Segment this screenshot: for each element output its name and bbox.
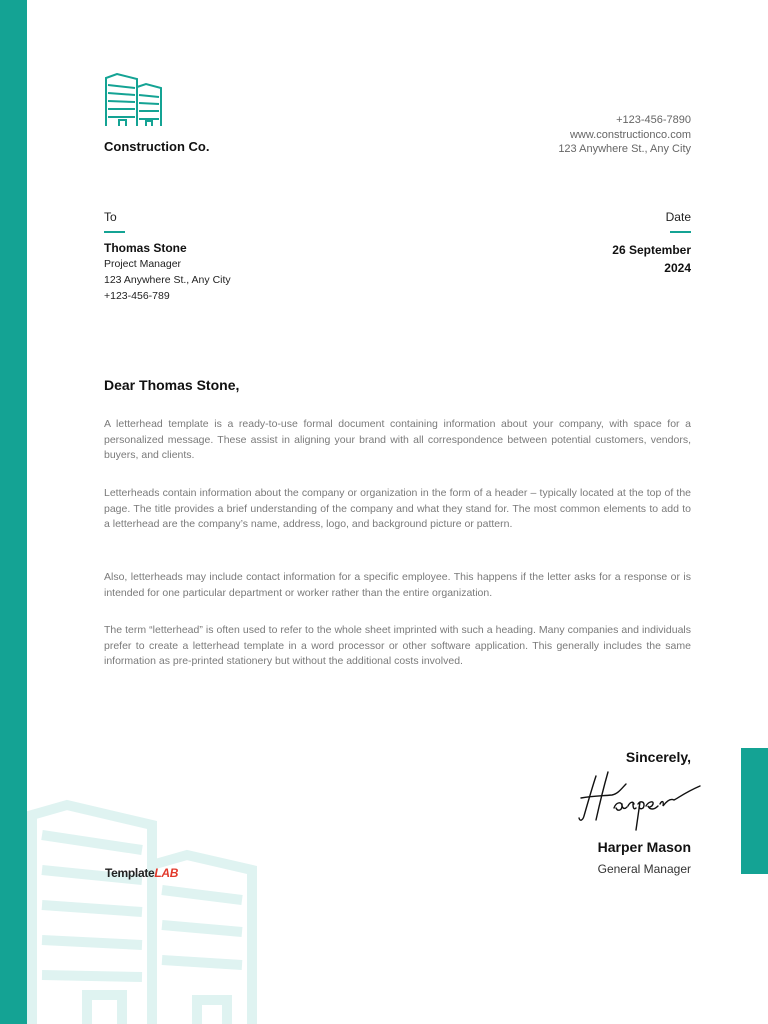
date-line-2: 2024 <box>664 261 691 275</box>
company-phone: +123-456-7890 <box>616 114 691 126</box>
company-address: 123 Anywhere St., Any City <box>558 143 691 155</box>
recipient-name: Thomas Stone <box>104 241 187 255</box>
body-paragraph-3: Also, letterheads may include contact information for a specific employee. This happens if the letter asks for a response or is intended for one particular department or worker rather than the entire organization. <box>104 571 691 599</box>
body-paragraph-2: Letterheads contain information about the company or organization in the form of a header – typically located at the top of the page. The title provides a brief understanding of the company and what they stand for. The most common elements to add to a letterhead are the company’s name, address, logo, and background picture or pattern. <box>104 487 691 531</box>
to-label: To <box>104 210 117 224</box>
templatelab-logo <box>105 866 178 880</box>
buildings-watermark-icon <box>27 795 267 1024</box>
recipient-address: 123 Anywhere St., Any City <box>104 274 231 286</box>
signer-title: General Manager <box>597 862 691 876</box>
recipient-phone: +123-456-789 <box>104 290 170 302</box>
date-line-1: 26 September <box>612 243 691 257</box>
accent-tab-right <box>741 748 768 874</box>
accent-stripe-left <box>0 0 27 1024</box>
signer-name: Harper Mason <box>597 839 691 855</box>
greeting: Dear Thomas Stone, <box>104 377 240 393</box>
company-website: www.constructionco.com <box>569 128 691 141</box>
company-name: Construction Co. <box>104 139 210 154</box>
sign-off: Sincerely, <box>625 749 691 765</box>
recipient-title: Project Manager <box>104 258 182 270</box>
date-label: Date <box>665 210 691 224</box>
to-underline <box>104 231 125 233</box>
company-contact-block <box>558 113 691 157</box>
date-value <box>612 241 691 277</box>
body-paragraph-4: The term “letterhead” is often used to refer to the whole sheet imprinted with such a heading. Many companies and individuals prefer to create a letterhead template in a word processor or other software application. This generally includes the same information as pre-printed stationery but without the additional costs involved. <box>104 624 691 668</box>
brand-part-1: Template <box>105 866 155 880</box>
body-paragraph-1: A letterhead template is a ready-to-use formal document containing information about your company, with space for a personalized message. These assist in aligning your brand with all correspondence between potential customers, vendors, buyers, and clients. <box>104 418 691 462</box>
handwritten-signature <box>578 768 702 834</box>
date-underline <box>670 231 691 233</box>
buildings-logo-icon <box>104 73 162 127</box>
brand-part-2: LAB <box>154 866 179 880</box>
